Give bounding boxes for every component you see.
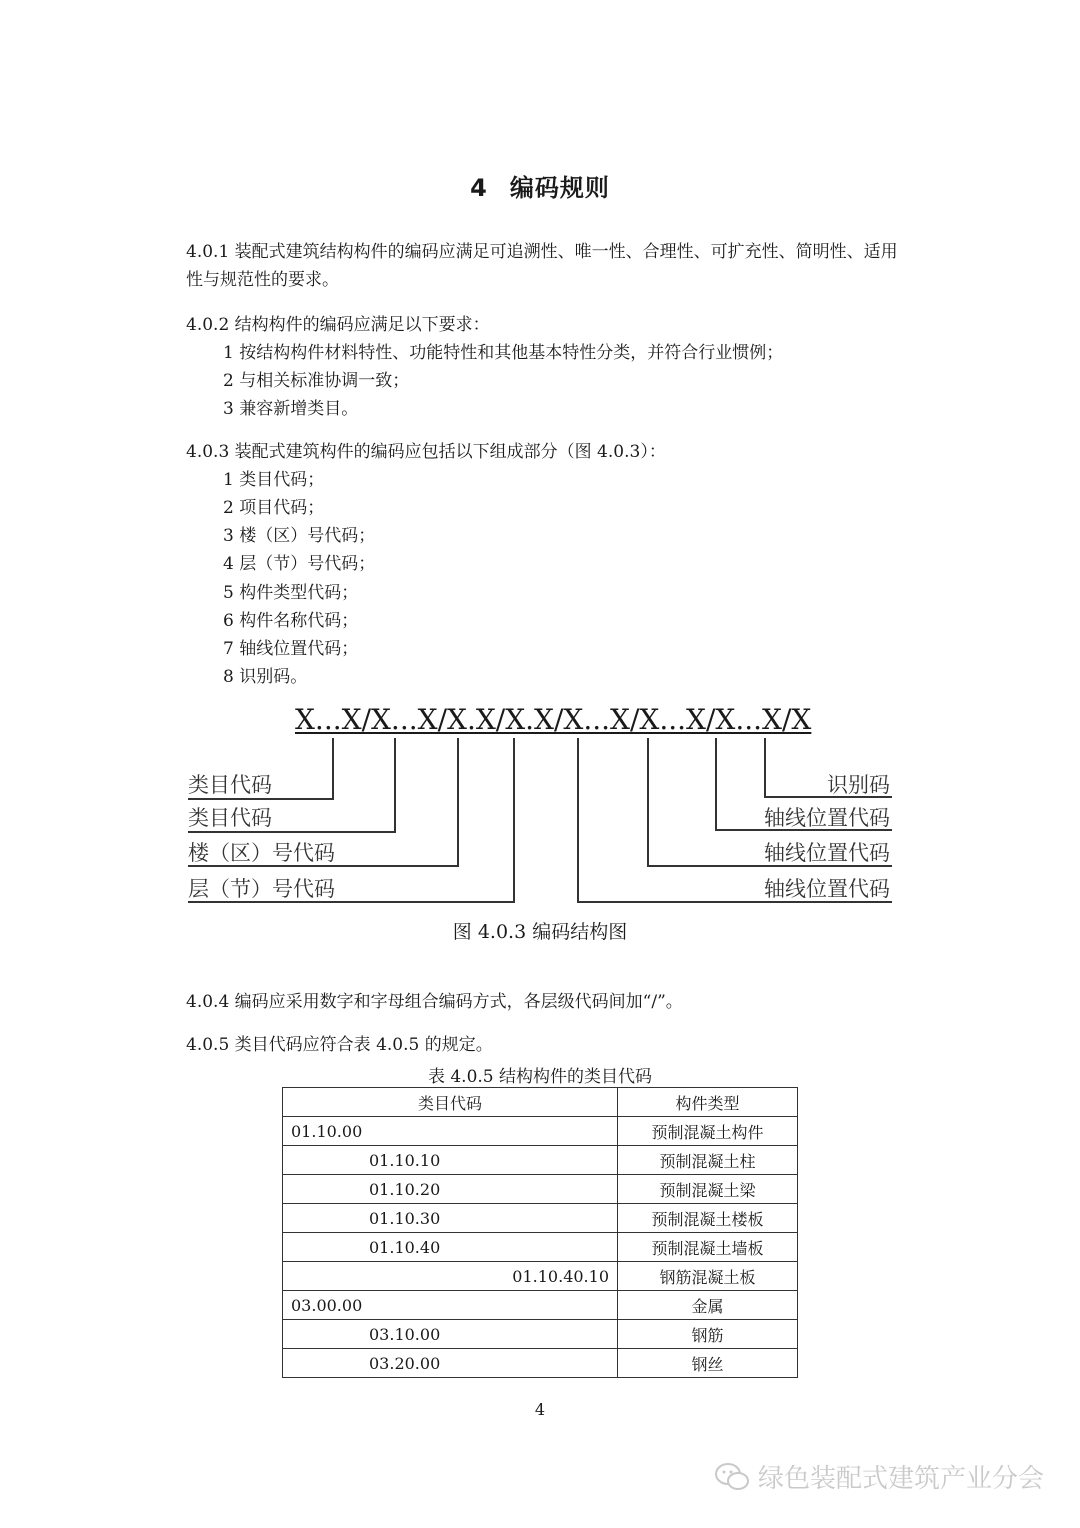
category-code-cell: 03.10.00	[283, 1320, 618, 1349]
category-code-cell: 01.10.40.10	[283, 1262, 618, 1291]
chapter-title-text: 编码规则	[509, 174, 610, 202]
watermark-text: 绿色装配式建筑产业分会	[757, 1464, 1044, 1494]
component-type-cell: 预制混凝土柱	[618, 1146, 798, 1175]
column-header: 构件类型	[618, 1088, 798, 1117]
table-row	[283, 1349, 798, 1378]
table-row	[283, 1291, 798, 1320]
clause-4-0-4: 4.0.4 编码应采用数字和字母组合编码方式，各层级代码间加“/”。	[186, 992, 683, 1012]
clause-4-0-1: 4.0.1 装配式建筑结构构件的编码应满足可追溯性、唯一性、合理性、可扩充性、简明性、适用性与规范性的要求。	[186, 242, 898, 290]
wechat-icon	[714, 1462, 750, 1492]
column-header: 类目代码	[283, 1088, 618, 1117]
table-caption: 表 4.0.5 结构构件的类目代码	[427, 1067, 653, 1087]
clause-4-0-3-item: 8 识别码。	[223, 667, 308, 687]
category-code-cell: 01.10.20	[283, 1175, 618, 1204]
figure-caption: 图 4.0.3 编码结构图	[452, 921, 628, 943]
clause-4-0-2-item: 2 与相关标准协调一致；	[223, 371, 410, 391]
table-row	[283, 1233, 798, 1262]
table-row	[283, 1262, 798, 1291]
component-type-cell: 钢筋	[618, 1320, 798, 1349]
category-code-cell: 01.10.30	[283, 1204, 618, 1233]
clause-4-0-3-item: 2 项目代码；	[223, 498, 325, 518]
code-pattern: X...X/X...X/X.X/X.X/X...X/X...X/X...X/X	[295, 703, 812, 736]
component-type-cell: 钢筋混凝土板	[618, 1262, 798, 1291]
clause-4-0-2-item: 3 兼容新增类目。	[223, 399, 359, 419]
category-code-cell: 01.10.40	[283, 1233, 618, 1262]
clause-4-0-5: 4.0.5 类目代码应符合表 4.0.5 的规定。	[186, 1035, 493, 1055]
figure-label-right: 识别码	[827, 773, 890, 797]
component-type-cell: 预制混凝土墙板	[618, 1233, 798, 1262]
component-type-cell: 预制混凝土梁	[618, 1175, 798, 1204]
table-row	[283, 1320, 798, 1349]
clause-4-0-3-item: 4 层（节）号代码；	[223, 554, 376, 574]
figure-label-left: 类目代码	[188, 806, 272, 830]
figure-label-right: 轴线位置代码	[764, 877, 890, 901]
figure-label-left: 楼（区）号代码	[188, 841, 335, 865]
category-code-cell: 01.10.00	[283, 1117, 618, 1146]
clause-4-0-3-item: 7 轴线位置代码；	[223, 639, 359, 659]
clause-4-0-3-item: 5 构件类型代码；	[223, 583, 359, 603]
component-type-cell: 钢丝	[618, 1349, 798, 1378]
figure-label-left: 层（节）号代码	[188, 877, 335, 901]
category-code-cell: 01.10.10	[283, 1146, 618, 1175]
clause-4-0-3-item: 6 构件名称代码；	[223, 611, 359, 631]
category-code-cell: 03.00.00	[283, 1291, 618, 1320]
component-type-cell: 预制混凝土构件	[618, 1117, 798, 1146]
clause-4-0-3-item: 3 楼（区）号代码；	[223, 526, 376, 546]
table-header-row	[283, 1088, 798, 1117]
clause-4-0-2-item: 1 按结构构件材料特性、功能特性和其他基本特性分类，并符合行业惯例；	[223, 343, 784, 363]
clause-4-0-2-heading: 4.0.2 结构构件的编码应满足以下要求：	[186, 315, 490, 335]
table-row	[283, 1146, 798, 1175]
figure-label-right: 轴线位置代码	[764, 806, 890, 830]
watermark	[714, 1458, 1044, 1495]
category-code-table	[282, 1087, 798, 1378]
figure-label-right: 轴线位置代码	[764, 841, 890, 865]
clause-4-0-3-heading: 4.0.3 装配式建筑构件的编码应包括以下组成部分（图 4.0.3）：	[186, 442, 666, 462]
category-code-cell: 03.20.00	[283, 1349, 618, 1378]
component-type-cell: 预制混凝土楼板	[618, 1204, 798, 1233]
chapter-number: 4	[470, 174, 488, 202]
page-number: 4	[534, 1400, 546, 1419]
figure-label-left: 类目代码	[188, 773, 272, 797]
table-row	[283, 1117, 798, 1146]
table-body	[283, 1117, 798, 1378]
component-type-cell: 金属	[618, 1291, 798, 1320]
clause-4-0-3-item: 1 类目代码；	[223, 470, 325, 490]
table-row	[283, 1175, 798, 1204]
table-row	[283, 1204, 798, 1233]
